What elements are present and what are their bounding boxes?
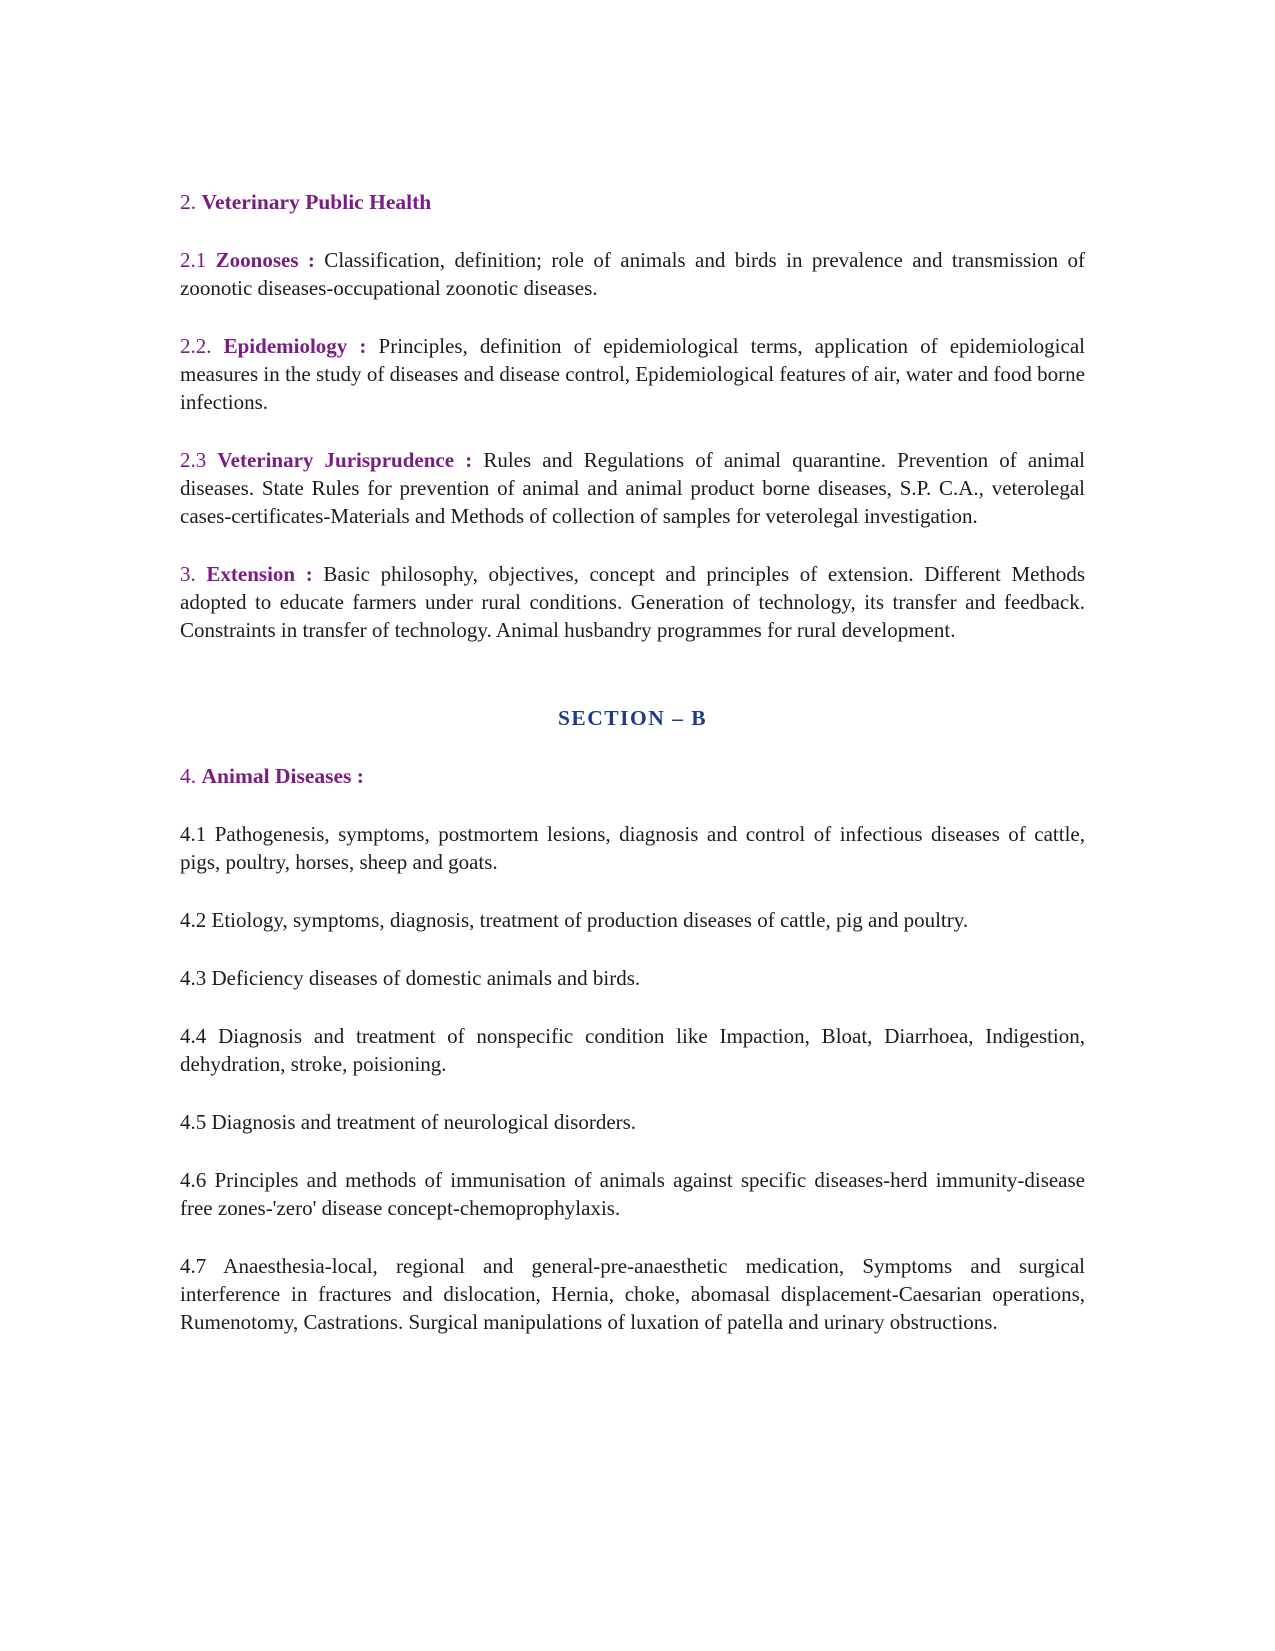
syllabus-paragraph: 4.3 Deficiency diseases of domestic animals and birds. [180,966,641,990]
syllabus-paragraph: 3. Extension : Basic philosophy, objectives, concept and principles of extension. Different Methods adopted to educate farmers under rural conditions. Generation of technology, its transfer and feedback. Constraints in transfer of technology. Animal husbandry programmes for rural development. [180,562,1085,642]
paragraph-lead: Extension : [206,562,313,586]
numbered-heading [180,188,1085,216]
syllabus-paragraph: 2.3 Veterinary Jurisprudence : Rules and Regulations of animal quarantine. Prevention of animal diseases. State Rules for prevention of animal and animal product borne diseases, S.P. C.A., veterolegal cases-certificates-Materials and Methods of collection of samples for veterolegal investigation. [180,448,1085,528]
heading-title: Veterinary Public Health [201,190,432,214]
paragraph-number: 2.1 [180,248,216,272]
document-body [180,188,1085,1336]
paragraph-lead: Epidemiology : [223,334,367,358]
syllabus-paragraph: 4.1 Pathogenesis, symptoms, postmortem lesions, diagnosis and control of infectious diseases of cattle, pigs, poultry, horses, sheep and goats. [180,822,1085,874]
numbered-heading [180,762,1085,790]
paragraph-number: 2.2. [180,334,224,358]
paragraph-lead: Veterinary Jurisprudence : [217,448,473,472]
heading-number: 2. [180,190,202,214]
syllabus-paragraph: 4.5 Diagnosis and treatment of neurological disorders. [180,1110,637,1134]
syllabus-paragraph: 2.1 Zoonoses : Classification, definition; role of animals and birds in prevalence and transmission of zoonotic diseases-occupational zoonotic diseases. [180,248,1085,300]
paragraph-number: 2.3 [180,448,218,472]
heading-title: Animal Diseases : [201,764,364,788]
paragraph-number: 3. [180,562,207,586]
section-heading: SECTION – B [557,706,708,730]
syllabus-paragraph: 4.2 Etiology, symptoms, diagnosis, treatment of production diseases of cattle, pig and poultry. [180,908,969,932]
heading-number: 4. [180,764,202,788]
syllabus-paragraph: 4.6 Principles and methods of immunisation of animals against specific diseases-herd immunity-disease free zones-'zero' disease concept-chemoprophylaxis. [180,1168,1085,1220]
syllabus-paragraph: 4.4 Diagnosis and treatment of nonspecific condition like Impaction, Bloat, Diarrhoea, Indigestion, dehydration, stroke, poisioning. [180,1024,1085,1076]
syllabus-paragraph: 2.2. Epidemiology : Principles, definition of epidemiological terms, application of epidemiological measures in the study of diseases and disease control, Epidemiological features of air, water and food borne infections. [180,334,1085,414]
syllabus-paragraph: 4.7 Anaesthesia-local, regional and general-pre-anaesthetic medication, Symptoms and surgical interference in fractures and dislocation, Hernia, choke, abomasal displacement-Caesarian operations, Rumenotomy, Castrations. Surgical manipulations of luxation of patella and urinary obstructions. [180,1254,1085,1334]
paragraph-lead: Zoonoses : [215,248,315,272]
